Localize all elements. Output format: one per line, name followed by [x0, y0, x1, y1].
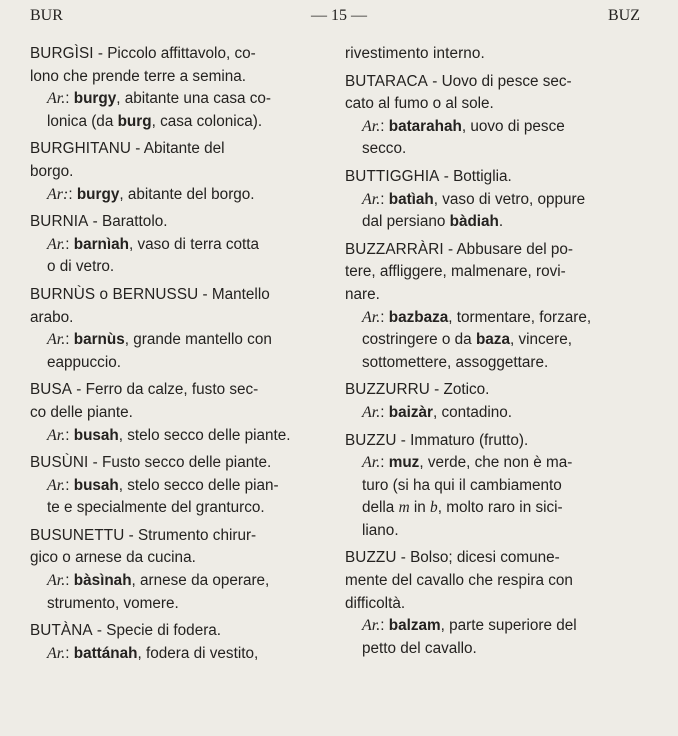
headword: BUZZARRÀRI: [345, 240, 444, 258]
left-column: [30, 43, 322, 670]
entry-headline: [30, 138, 322, 161]
arabic-etymology-line: [345, 211, 635, 234]
dictionary-entry: [30, 211, 322, 279]
text-segment: - Abbusare del po-: [443, 240, 573, 258]
arabic-etymology-line: [30, 111, 322, 134]
text-segment: te e specialmente del granturco.: [47, 499, 265, 517]
entry-definition-line: [345, 93, 635, 116]
text-segment: in: [409, 499, 431, 517]
text-segment: - Immaturo (frutto).: [396, 431, 529, 449]
arabic-etymology-line: [30, 593, 322, 616]
entry-headline: [345, 43, 635, 66]
text-segment: - Strumento chirur-: [124, 526, 257, 544]
arabic-word: burgy: [73, 90, 117, 108]
entry-definition-line: [30, 66, 322, 89]
arabic-abbrev: Ar.: [47, 644, 66, 662]
arabic-etymology-line: [345, 116, 635, 139]
text-segment: eappuccio.: [47, 353, 121, 371]
text-segment: :: [65, 426, 74, 444]
entry-headline: [345, 430, 635, 453]
text-segment: della: [362, 499, 399, 517]
entry-headline: [30, 452, 322, 475]
arabic-etymology-line: [345, 307, 635, 330]
arabic-etymology-line: [345, 497, 635, 520]
text-segment: dal persiano: [362, 213, 450, 231]
text-segment: , vincere,: [509, 331, 573, 349]
arabic-word: busah: [73, 426, 119, 444]
entry-headline: [345, 166, 635, 189]
arabic-abbrev: Ar.: [362, 617, 381, 635]
text-segment: - Ferro da calze, fusto sec-: [72, 381, 259, 399]
arabic-abbrev: Ar.: [47, 235, 66, 253]
entry-headline: [30, 43, 322, 66]
dictionary-entry: [30, 284, 322, 374]
arabic-etymology-line: [30, 329, 322, 352]
arabic-abbrev: Ar.: [47, 90, 66, 108]
text-segment: , vaso di vetro, oppure: [433, 190, 586, 208]
right-column: [345, 43, 635, 665]
arabic-etymology-line: [30, 184, 322, 207]
arabic-etymology-line: [30, 234, 322, 257]
entry-headline: [345, 71, 635, 94]
text-segment: mente del cavallo che respira con: [345, 572, 573, 590]
text-segment: , stelo secco delle piante.: [118, 426, 291, 444]
dictionary-entry: [345, 166, 635, 234]
arabic-etymology-line: [345, 615, 635, 638]
dictionary-entry: [30, 620, 322, 665]
arabic-etymology-line: [345, 402, 635, 425]
arabic-abbrev: Ar.: [47, 476, 66, 494]
text-segment: :: [68, 185, 77, 203]
arabic-word: bàsìnah: [73, 572, 132, 590]
text-segment: .: [498, 213, 504, 231]
entry-definition-line: [30, 307, 322, 330]
dictionary-entry: [30, 43, 322, 133]
text-segment: o di vetro.: [47, 258, 115, 276]
text-segment: tere, affliggere, malmenare, rovi-: [345, 263, 566, 281]
headword: BUZZU: [345, 431, 397, 449]
text-segment: - Bottiglia.: [439, 167, 512, 185]
arabic-word: barnìah: [73, 235, 129, 253]
dictionary-entry: [345, 547, 635, 660]
arabic-abbrev: Ar.: [362, 117, 381, 135]
arabic-word: battánah: [73, 644, 138, 662]
text-segment: :: [380, 403, 389, 421]
dictionary-entry: [345, 71, 635, 161]
headword: BUZZU: [345, 549, 397, 567]
entry-headline: [345, 239, 635, 262]
arabic-etymology-line: [30, 256, 322, 279]
text-segment: , tormentare, forzare,: [448, 308, 592, 326]
dictionary-entry: [345, 379, 635, 424]
text-segment: nare.: [345, 285, 380, 303]
text-segment: :: [65, 572, 74, 590]
headword: BUSUNETTU: [30, 526, 125, 544]
arabic-etymology-line: [30, 352, 322, 375]
page-header: [0, 7, 678, 29]
text-segment: - Specie di fodera.: [92, 622, 222, 640]
arabic-etymology-line: [30, 425, 322, 448]
text-segment: co delle piante.: [30, 403, 133, 421]
text-segment: - Barattolo.: [88, 213, 168, 231]
headword: BUZZURRU: [345, 381, 430, 399]
running-head-left: BUR: [30, 7, 63, 24]
headword: BUTTIGGHIA: [345, 167, 440, 185]
text-segment: , uovo di pesce: [461, 117, 565, 135]
headword: BUSÙNI: [30, 454, 89, 472]
text-segment: :: [380, 454, 389, 472]
entry-definition-line: [345, 593, 635, 616]
arabic-word: baza: [475, 331, 510, 349]
arabic-word: burgy: [76, 185, 120, 203]
entry-definition-line: [345, 261, 635, 284]
text-segment: - Piccolo affittavolo, co-: [93, 45, 256, 62]
headword: BURGÌSI: [30, 45, 94, 62]
arabic-abbrev: Ar.: [362, 403, 381, 421]
text-segment: , casa colonica).: [151, 112, 263, 130]
text-segment: sottomettere, assoggettare.: [362, 353, 549, 371]
text-segment: :: [65, 235, 74, 253]
text-segment: :: [65, 644, 74, 662]
italic-letter: m: [398, 499, 410, 517]
arabic-abbrev: Ar.: [362, 308, 381, 326]
text-segment: :: [380, 617, 389, 635]
text-segment: borgo.: [30, 162, 74, 180]
headword: BUSA: [30, 381, 73, 399]
text-segment: liano.: [362, 521, 399, 539]
arabic-etymology-line: [345, 329, 635, 352]
text-segment: - Mantello: [198, 285, 270, 303]
headword: BURNIA: [30, 213, 89, 231]
text-segment: , molto raro in sici-: [437, 499, 563, 517]
arabic-etymology-line: [345, 352, 635, 375]
entry-definition-line: [30, 161, 322, 184]
arabic-etymology-line: [345, 520, 635, 543]
text-segment: - Zotico.: [429, 381, 490, 399]
arabic-etymology-line: [30, 570, 322, 593]
arabic-word: baizàr: [388, 403, 433, 421]
arabic-word: balzam: [388, 617, 441, 635]
text-segment: - Fusto secco delle piante.: [88, 454, 272, 472]
text-segment: , verde, che non è ma-: [419, 454, 573, 472]
headword: rivestimento interno.: [345, 45, 485, 62]
text-segment: , parte superiore del: [440, 617, 577, 635]
entry-definition-line: [345, 570, 635, 593]
text-segment: , vaso di terra cotta: [128, 235, 260, 253]
text-segment: , abitante del borgo.: [119, 185, 255, 203]
entry-headline: [30, 379, 322, 402]
entry-headline: [345, 379, 635, 402]
text-segment: :: [380, 190, 389, 208]
dictionary-entry: [30, 525, 322, 615]
arabic-etymology-line: [30, 643, 322, 666]
arabic-etymology-line: [30, 497, 322, 520]
text-segment: cato al fumo o al sole.: [345, 95, 494, 113]
arabic-etymology-line: [345, 189, 635, 212]
text-segment: arabo.: [30, 308, 74, 326]
arabic-abbrev: Ar.: [362, 454, 381, 472]
text-segment: :: [380, 308, 389, 326]
headword: BURGHITANU: [30, 140, 131, 158]
arabic-word: batìah: [388, 190, 434, 208]
text-segment: :: [65, 90, 74, 108]
text-segment: - Bolso; dicesi comune-: [396, 549, 560, 567]
entry-headline: [345, 547, 635, 570]
entry-definition-line: [30, 402, 322, 425]
headword: BUTARACA: [345, 72, 428, 90]
page-number: — 15 —: [311, 7, 367, 24]
text-segment: , stelo secco delle pian-: [118, 476, 279, 494]
arabic-etymology-line: [345, 638, 635, 661]
arabic-word: batarahah: [388, 117, 462, 135]
text-segment: secco.: [362, 140, 407, 158]
arabic-word: burg: [117, 112, 152, 130]
entry-definition-line: [30, 547, 322, 570]
entry-headline: [30, 284, 322, 307]
text-segment: :: [65, 476, 74, 494]
arabic-abbrev: Ar.: [362, 190, 381, 208]
dictionary-entry: [30, 452, 322, 520]
arabic-etymology-line: [30, 88, 322, 111]
running-head-right: BUZ: [608, 7, 640, 24]
text-segment: strumento, vomere.: [47, 594, 179, 612]
text-segment: petto del cavallo.: [362, 639, 477, 657]
entry-definition-line: [345, 284, 635, 307]
arabic-etymology-line: [345, 475, 635, 498]
arabic-abbrev: Ar.: [47, 426, 66, 444]
arabic-etymology-line: [30, 475, 322, 498]
italic-letter: b: [430, 499, 438, 517]
arabic-abbrev: Ar.: [47, 331, 66, 349]
dictionary-entry: [345, 239, 635, 375]
dictionary-entry: [30, 379, 322, 447]
text-segment: gico o arnese da cucina.: [30, 549, 196, 567]
headword: BUTÀNA: [30, 622, 93, 640]
text-segment: , fodera di vestito,: [137, 644, 259, 662]
text-segment: :: [380, 117, 389, 135]
dictionary-entry: [345, 430, 635, 543]
arabic-abbrev: Ar:: [47, 185, 69, 203]
text-segment: lono che prende terre a semina.: [30, 67, 246, 85]
arabic-word: barnùs: [73, 331, 125, 349]
dictionary-entry: [345, 43, 635, 66]
entry-headline: [30, 211, 322, 234]
arabic-abbrev: Ar.: [47, 572, 66, 590]
arabic-etymology-line: [345, 138, 635, 161]
arabic-word: bazbaza: [388, 308, 449, 326]
text-segment: - Abitante del: [131, 140, 225, 158]
text-segment: , grande mantello con: [124, 331, 272, 349]
text-segment: , abitante una casa co-: [116, 90, 272, 108]
text-segment: lonica (da: [47, 112, 118, 130]
entry-headline: [30, 620, 322, 643]
text-segment: , arnese da operare,: [131, 572, 270, 590]
arabic-word: bàdiah: [449, 213, 499, 231]
headword: BURNÙS o BERNUSSU: [30, 285, 199, 303]
arabic-word: busah: [73, 476, 119, 494]
text-segment: , contadino.: [432, 403, 513, 421]
dictionary-entry: [30, 138, 322, 206]
text-segment: costringere o da: [362, 331, 476, 349]
text-segment: :: [65, 331, 74, 349]
text-segment: - Uovo di pesce sec-: [427, 72, 572, 90]
text-segment: difficoltà.: [345, 594, 406, 612]
arabic-etymology-line: [345, 452, 635, 475]
arabic-word: muz: [388, 454, 420, 472]
text-segment: turo (si ha qui il cambiamento: [362, 476, 562, 494]
entry-headline: [30, 525, 322, 548]
